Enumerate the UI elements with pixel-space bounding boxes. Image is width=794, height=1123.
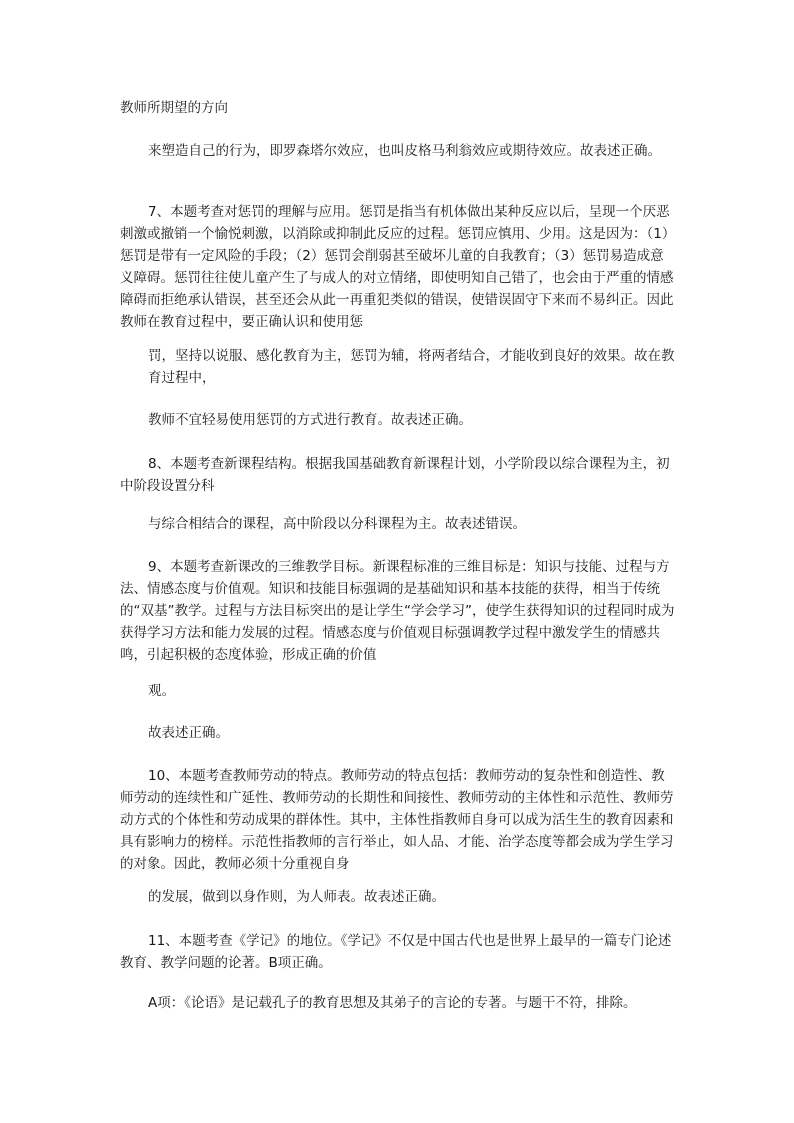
- paragraph-item-9: 9、本题考查新课改的三维教学目标。新课程标准的三维目标是：知识与技能、过程与方法、情感态度与价值观。知识和技能目标强调的是基础知识和基本技能的获得，相当于传统的“双基”教学。过程与方法目标突出的是让学生“学会学习”，使学生获得知识的过程同时成为获得学习方法和能力发展的过程。情感态度与价值观目标强调教学过程中激发学生的情感共鸣，引起积极的态度体验，形成正确的价值: [120, 559, 675, 663]
- paragraph-item-8: 8、本题考查新课程结构。根据我国基础教育新课程计划，小学阶段以综合课程为主，初中阶段设置分科: [120, 456, 670, 494]
- paragraph-12: 的发展，做到以身作则，为人师表。故表述正确。: [148, 889, 445, 905]
- paragraph-item-11: 11、本题考查《学记》的地位。《学记》不仅是中国古代也是世界上最早的一篇专门论述教育、教学问题的论著。B项正确。: [120, 933, 672, 971]
- paragraph-item-10: 10、本题考查教师劳动的特点。教师劳动的特点包括：教师劳动的复杂性和创造性、教师劳动的连续性和广延性、教师劳动的长期性和间接性、教师劳动的主体性和示范性、教师劳动方式的个体性和劳动成果的群体性。其中，主体性指教师自身可以成为活生生的教育因素和具有影响力的榜样。示范性指教师的言行举止，如人品、才能、治学态度等都会成为学生学习的对象。因此，教师必须十分重视自身: [120, 768, 674, 872]
- paragraph-4: 罚，坚持以说服、感化教育为主，惩罚为辅，将两者结合，才能收到良好的效果。故在教育过程中，: [148, 348, 675, 386]
- paragraph-5: 教师不宜轻易使用惩罚的方式进行教育。故表述正确。: [148, 412, 472, 428]
- paragraph-14: A项：《论语》是记载孔子的教育思想及其弟子的言论的专著。与题干不符，排除。: [148, 995, 637, 1011]
- paragraph-item-7: 7、本题考查对惩罚的理解与应用。惩罚是指当有机体做出某种反应以后，呈现一个厌恶刺激或撤销一个愉悦刺激，以消除或抑制此反应的过程。惩罚应慎用、少用。这是因为：（1）惩罚是带有一定风险的手段；（2）惩罚会削弱甚至破坏儿童的自我教育；（3）惩罚易造成意义障碍。惩罚往往使儿童产生了与成人的对立情绪，即使明知自己错了，也会由于严重的情感障碍而拒绝承认错误，甚至还会从此一再重犯类似的错误，使错误固守下来而不易纠正。因此教师在教育过程中，要正确认识和使用惩: [120, 204, 676, 330]
- paragraph-1: 教师所期望的方向: [120, 100, 228, 116]
- paragraph-7: 与综合相结合的课程，高中阶段以分科课程为主。故表述错误。: [148, 516, 526, 532]
- paragraph-10: 故表述正确。: [148, 725, 229, 741]
- paragraph-9: 观。: [148, 683, 175, 699]
- paragraph-2: 来塑造自己的行为，即罗森塔尔效应，也叫皮格马利翁效应或期待效应。故表述正确。: [148, 143, 661, 159]
